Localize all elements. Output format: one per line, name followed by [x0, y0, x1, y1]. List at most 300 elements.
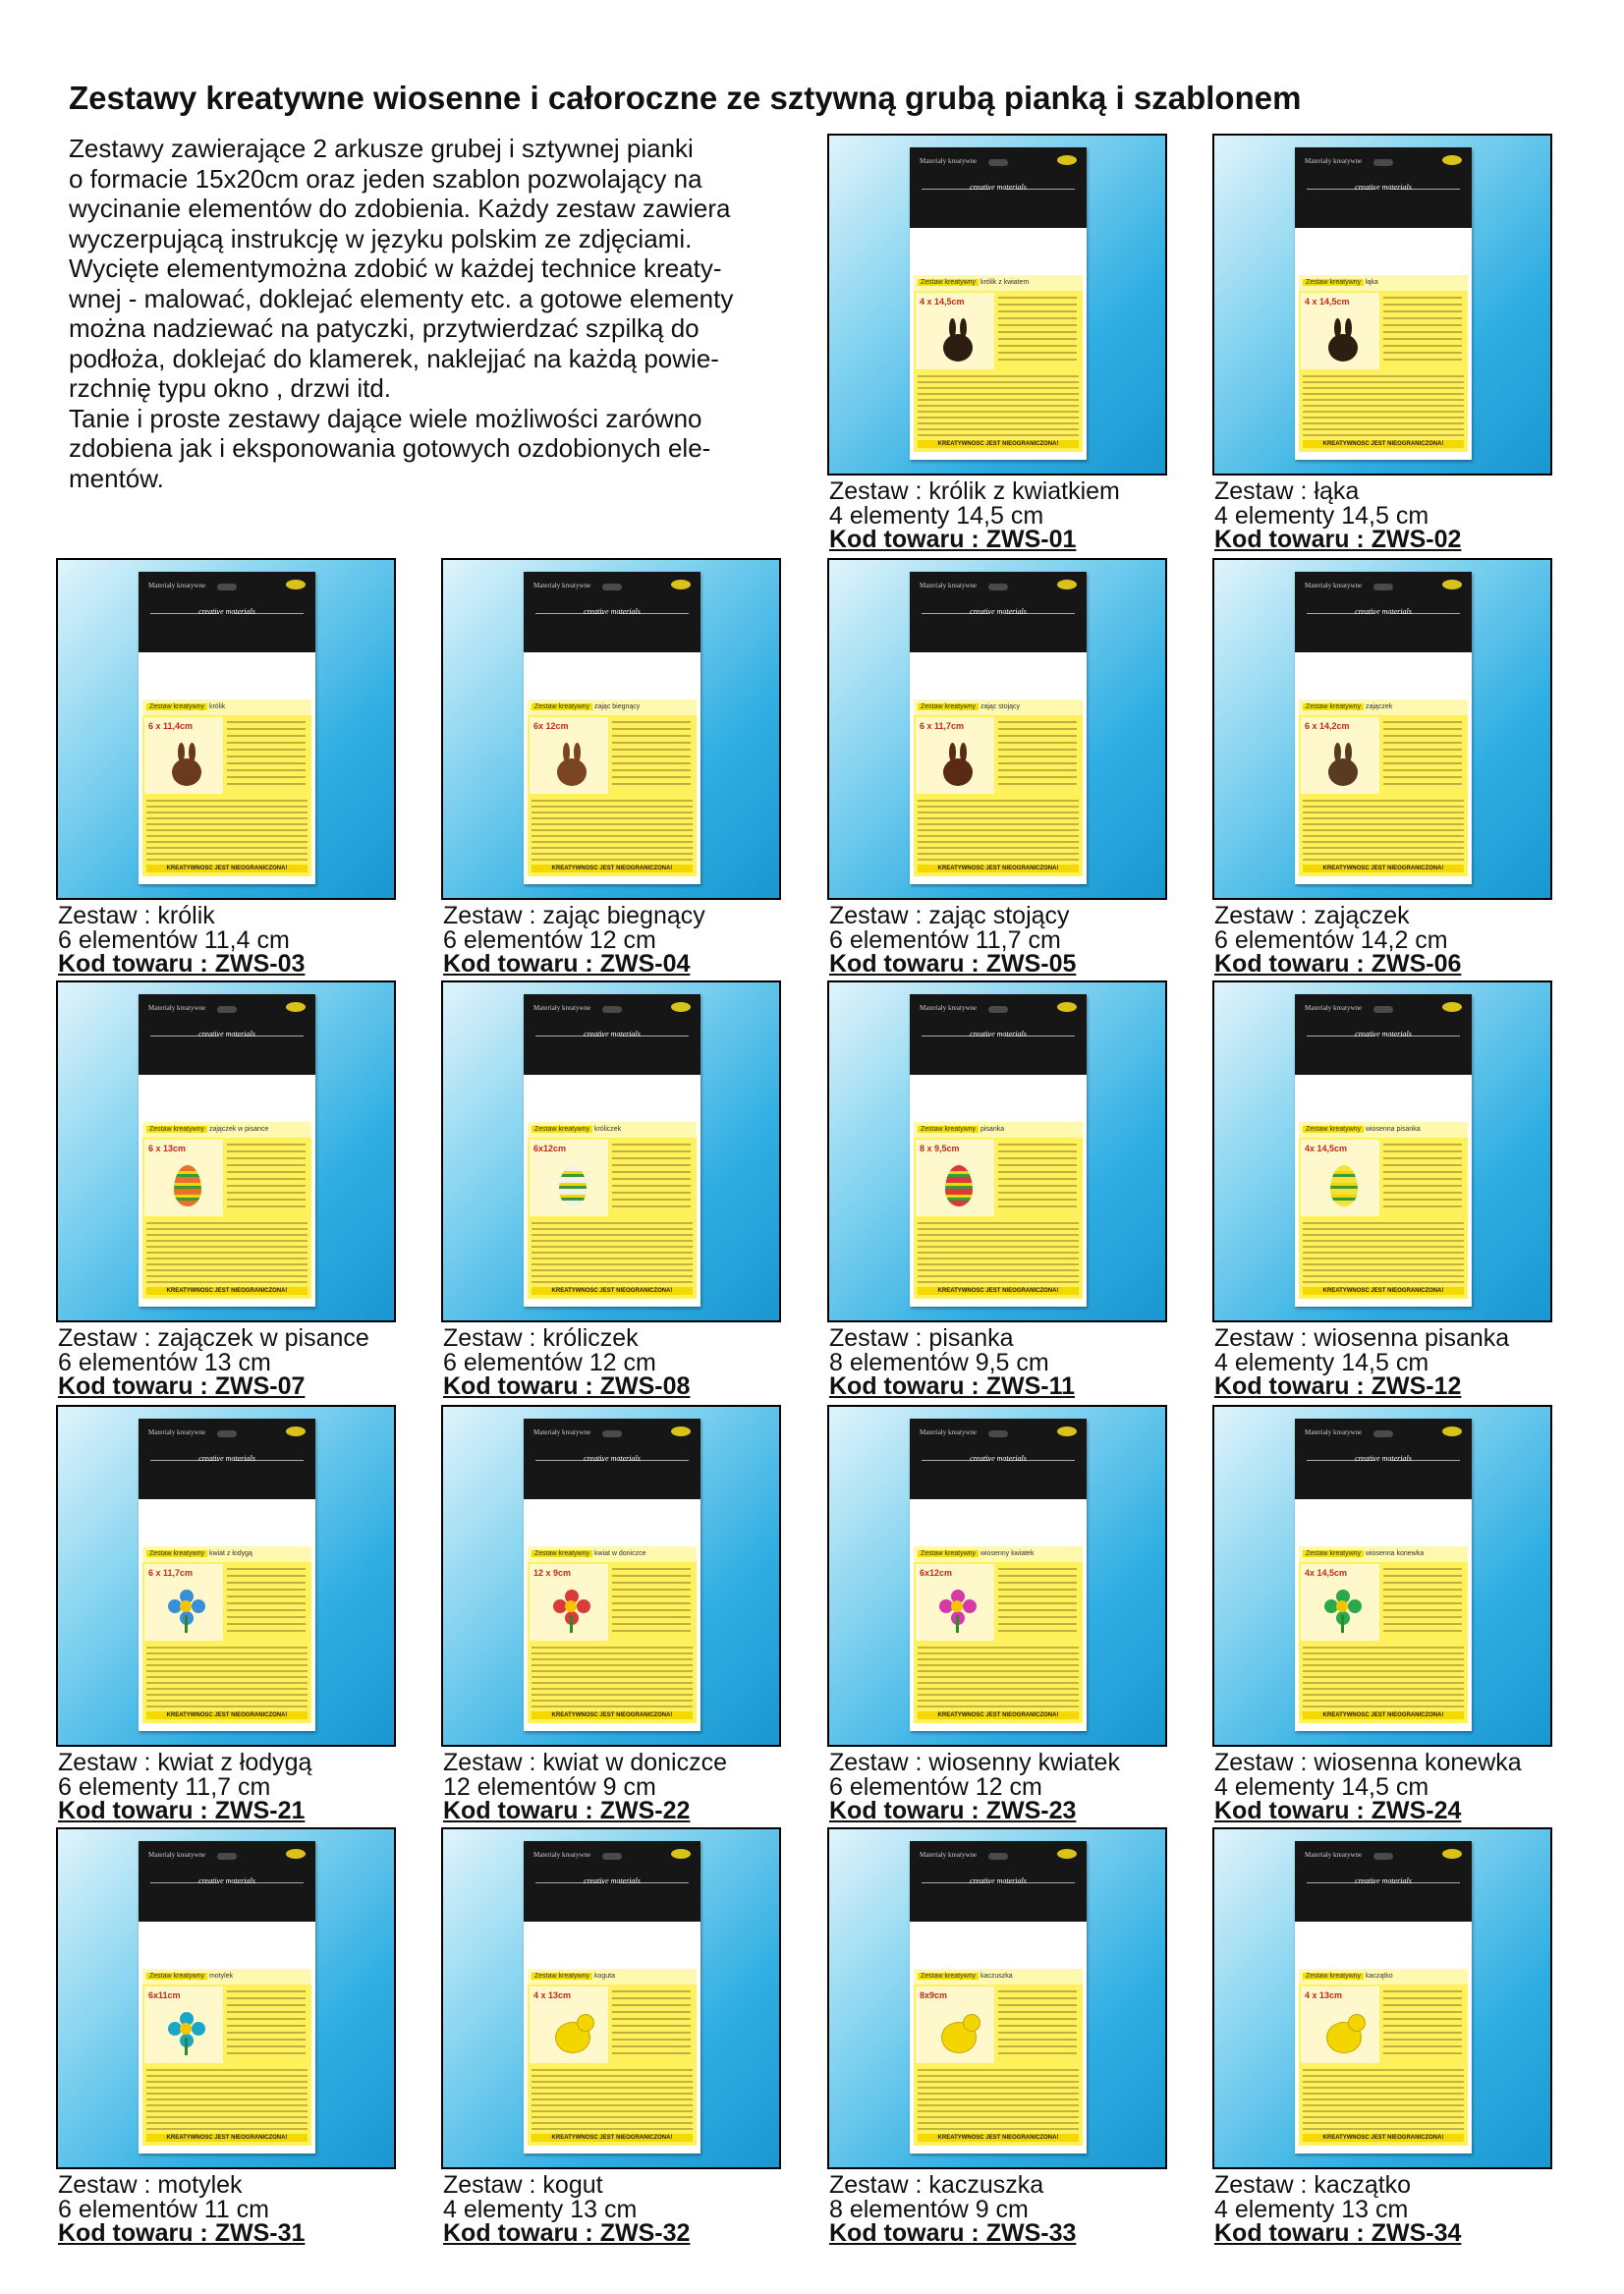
- card-footer-slogan: KREATYWNOŚĆ JEST NIEOGRANICZONA!: [146, 1287, 308, 1295]
- instruction-text-line: [998, 721, 1077, 723]
- package-brand: Materiały kreatywne: [1305, 1851, 1363, 1859]
- instruction-text-line: [532, 1694, 693, 1696]
- card-footer-slogan: KREATYWNOŚĆ JEST NIEOGRANICZONA!: [1303, 2134, 1464, 2142]
- card-dimensions: 6 x 11,7cm: [920, 721, 965, 731]
- instruction-card: [142, 1546, 311, 1723]
- instruction-text-line: [1303, 1246, 1464, 1248]
- hang-hole: [1373, 1853, 1393, 1860]
- instruction-text-line: [532, 1676, 693, 1678]
- instruction-text-line: [612, 769, 691, 771]
- product-caption: [1214, 1326, 1552, 1399]
- instruction-card: [142, 1969, 311, 2146]
- instruction-text-line: [227, 1582, 306, 1584]
- instruction-text-line: [146, 1647, 308, 1649]
- instruction-text-line: [1383, 1192, 1462, 1194]
- instruction-text-line: [146, 1228, 308, 1230]
- instruction-text-line: [146, 1222, 308, 1224]
- instruction-text-line: [146, 2069, 308, 2071]
- product-description: 12 elementów 9 cm: [443, 1772, 656, 1801]
- instruction-text-line: [998, 1157, 1077, 1159]
- product-package: [1295, 572, 1472, 884]
- package-brand: Materiały kreatywne: [1305, 1428, 1363, 1436]
- card-name: wiosenna konewka: [1364, 1550, 1425, 1557]
- package-material-label: creative materials: [1355, 183, 1412, 192]
- product-card: [1212, 1827, 1552, 2246]
- product-photo: [56, 1827, 396, 2169]
- instruction-text-line: [532, 2128, 693, 2130]
- instruction-text-line: [918, 835, 1079, 837]
- instruction-text-line: [1303, 1228, 1464, 1230]
- package-material-label: creative materials: [1355, 1876, 1412, 1885]
- instruction-text-line: [146, 2087, 308, 2089]
- instruction-text-line: [998, 331, 1077, 333]
- instruction-text-line: [1383, 1568, 1462, 1570]
- product-photo: [1212, 980, 1552, 1322]
- product-description: 6 elementy 11,7 cm: [58, 1772, 271, 1801]
- instruction-text-line: [146, 2093, 308, 2095]
- card-name: zając biegnący: [592, 703, 641, 710]
- card-footer-slogan: KREATYWNOŚĆ JEST NIEOGRANICZONA!: [146, 865, 308, 872]
- instruction-text-line: [918, 1647, 1079, 1649]
- instruction-text-line: [227, 1609, 306, 1611]
- product-photo: [827, 558, 1167, 900]
- product-caption: [829, 2173, 1167, 2246]
- instruction-text-line: [532, 1688, 693, 1690]
- instruction-text-line: [146, 811, 308, 813]
- instruction-text-line: [1383, 2004, 1462, 2006]
- product-photo: [1212, 1405, 1552, 1747]
- seal-icon: [1057, 1849, 1077, 1859]
- instruction-text-line: [918, 417, 1079, 419]
- seal-icon: [671, 1849, 691, 1859]
- product-description: 4 elementy 14,5 cm: [829, 501, 1044, 530]
- instruction-text-line: [532, 835, 693, 837]
- egg-illustration: [547, 1165, 596, 1208]
- instruction-text-line: [998, 1582, 1077, 1584]
- instruction-text-line: [918, 2098, 1079, 2100]
- instruction-text-line: [612, 1199, 691, 1201]
- card-prefix: Zestaw kreatywny: [146, 1126, 207, 1133]
- instruction-text-line: [1383, 1164, 1462, 1166]
- instruction-text-line: [532, 829, 693, 831]
- instruction-text-line: [918, 2087, 1079, 2089]
- package-material-label: creative materials: [584, 607, 641, 616]
- instruction-text-line: [612, 2045, 691, 2047]
- instruction-card: [528, 1122, 697, 1299]
- instruction-text-line: [998, 2045, 1077, 2047]
- card-name: królik: [207, 703, 226, 710]
- instruction-text-line: [532, 2075, 693, 2077]
- package-brand: Materiały kreatywne: [920, 582, 978, 589]
- intro-line: wnej - malować, doklejać elementy etc. a gotowe elementy: [69, 283, 734, 313]
- instruction-text-line: [1303, 859, 1464, 861]
- instruction-card: [1299, 1546, 1468, 1723]
- instruction-text-line: [532, 2110, 693, 2112]
- card-footer-slogan: KREATYWNOŚĆ JEST NIEOGRANICZONA!: [146, 1711, 308, 1719]
- instruction-text-line: [612, 742, 691, 744]
- instruction-text-line: [998, 1199, 1077, 1201]
- product-description: 6 elementów 11,4 cm: [58, 925, 290, 954]
- instruction-text-line: [612, 1997, 691, 1999]
- instruction-text-line: [227, 1568, 306, 1570]
- instruction-text-line: [532, 2081, 693, 2083]
- product-caption: [58, 1326, 396, 1399]
- seal-icon: [671, 580, 691, 589]
- instruction-text-line: [146, 1652, 308, 1654]
- card-prefix: Zestaw kreatywny: [918, 1126, 979, 1133]
- instruction-card: [914, 1546, 1083, 1723]
- card-illustration-box: [1301, 1564, 1379, 1641]
- instruction-text-line: [998, 1602, 1077, 1604]
- instruction-text-line: [1383, 297, 1462, 299]
- card-footer-slogan: KREATYWNOŚĆ JEST NIEOGRANICZONA!: [1303, 440, 1464, 448]
- product-description: 4 elementy 14,5 cm: [1214, 1772, 1429, 1801]
- instruction-text-line: [1303, 405, 1464, 407]
- instruction-text-line: [532, 1647, 693, 1649]
- instruction-text-line: [1303, 1647, 1464, 1649]
- instruction-text-line: [532, 2116, 693, 2118]
- instruction-text-line: [227, 1575, 306, 1577]
- instruction-text-line: [998, 2018, 1077, 2020]
- instruction-text-line: [1303, 2098, 1464, 2100]
- instruction-text-line: [532, 1664, 693, 1666]
- instruction-text-line: [1303, 829, 1464, 831]
- intro-line: zdobiena jak i eksponowania gotowych ozdobionych ele-: [69, 433, 711, 463]
- card-footer-slogan: KREATYWNOŚĆ JEST NIEOGRANICZONA!: [918, 1711, 1079, 1719]
- instruction-text-line: [1303, 1275, 1464, 1277]
- product-name: Zestaw : kwiat z łodygą: [58, 1749, 312, 1776]
- instruction-text-line: [998, 1205, 1077, 1207]
- product-name: Zestaw : zając stojący: [829, 902, 1070, 929]
- package-brand: Materiały kreatywne: [1305, 1004, 1363, 1012]
- bunny-illustration: [1318, 743, 1368, 786]
- instruction-text-line: [918, 817, 1079, 819]
- package-header: [910, 1419, 1087, 1499]
- package-header: [139, 1841, 315, 1922]
- card-dimensions: 8x9cm: [920, 1990, 948, 2000]
- instruction-text-line: [612, 2004, 691, 2006]
- instruction-text-line: [612, 2011, 691, 2013]
- instruction-text-line: [998, 345, 1077, 347]
- package-brand: Materiały kreatywne: [920, 1851, 978, 1859]
- instruction-text-line: [1303, 800, 1464, 802]
- product-code: Kod towaru : ZWS-07: [58, 1372, 306, 1400]
- product-photo: [827, 1827, 1167, 2169]
- product-package: [524, 572, 700, 884]
- instruction-text-line: [998, 297, 1077, 299]
- card-footer-slogan: KREATYWNOŚĆ JEST NIEOGRANICZONA!: [532, 865, 693, 872]
- package-header: [910, 1841, 1087, 1922]
- instruction-text-line: [612, 1171, 691, 1173]
- egg-illustration: [933, 1165, 982, 1208]
- package-material-label: creative materials: [584, 1454, 641, 1463]
- instruction-text-line: [146, 841, 308, 843]
- product-card: [1212, 558, 1552, 977]
- product-card: [56, 980, 396, 1399]
- instruction-text-line: [998, 2004, 1077, 2006]
- card-illustration-box: [144, 1564, 223, 1641]
- product-code: Kod towaru : ZWS-21: [58, 1797, 306, 1824]
- instruction-text-line: [227, 735, 306, 737]
- instruction-text-line: [532, 1706, 693, 1707]
- card-illustration-box: [144, 1140, 223, 1216]
- instruction-text-line: [227, 2032, 306, 2034]
- product-package: [139, 1419, 315, 1731]
- card-prefix: Zestaw kreatywny: [146, 703, 207, 710]
- product-package: [1295, 1419, 1472, 1731]
- intro-line: Wycięte elementymożna zdobić w każdej technice kreaty-: [69, 253, 722, 283]
- product-description: 4 elementy 14,5 cm: [1214, 1348, 1429, 1376]
- instruction-text-line: [532, 806, 693, 808]
- product-code: Kod towaru : ZWS-24: [1214, 1797, 1462, 1824]
- product-package: [910, 1419, 1087, 1731]
- product-package: [524, 1841, 700, 2154]
- instruction-text-line: [146, 1700, 308, 1702]
- instruction-text-line: [918, 1228, 1079, 1230]
- instruction-text-line: [1383, 324, 1462, 326]
- intro-line: można nadziewać na patyczki, przytwierdzać szpilką do: [69, 313, 700, 343]
- card-prefix: Zestaw kreatywny: [1303, 703, 1364, 710]
- instruction-text-line: [918, 806, 1079, 808]
- instruction-text-line: [918, 811, 1079, 813]
- card-title: [914, 1122, 1083, 1138]
- bird-illustration: [1318, 2012, 1368, 2055]
- hang-hole: [988, 1430, 1008, 1437]
- hang-hole: [217, 1006, 237, 1013]
- product-code: Kod towaru : ZWS-12: [1214, 1372, 1462, 1400]
- product-code: Kod towaru : ZWS-23: [829, 1797, 1077, 1824]
- instruction-text-line: [998, 783, 1077, 785]
- instruction-text-line: [998, 1616, 1077, 1618]
- instruction-text-line: [918, 393, 1079, 395]
- instruction-text-line: [532, 1670, 693, 1672]
- product-package: [910, 572, 1087, 884]
- product-card: [827, 1827, 1167, 2246]
- instruction-text-line: [918, 381, 1079, 383]
- product-code: Kod towaru : ZWS-02: [1214, 526, 1462, 553]
- instruction-text-line: [998, 1178, 1077, 1180]
- instruction-text-line: [998, 1192, 1077, 1194]
- instruction-text-line: [918, 2110, 1079, 2112]
- instruction-text-line: [612, 2052, 691, 2054]
- product-package: [139, 994, 315, 1307]
- package-header: [139, 572, 315, 652]
- product-name: Zestaw : wiosenna pisanka: [1214, 1324, 1510, 1352]
- instruction-text-line: [1383, 1582, 1462, 1584]
- instruction-text-line: [612, 1568, 691, 1570]
- instruction-text-line: [1383, 2045, 1462, 2047]
- instruction-text-line: [918, 399, 1079, 401]
- instruction-text-line: [998, 1164, 1077, 1166]
- instruction-text-line: [1303, 393, 1464, 395]
- instruction-text-line: [146, 800, 308, 802]
- instruction-text-line: [918, 1700, 1079, 1702]
- instruction-text-line: [918, 1652, 1079, 1654]
- instruction-text-line: [1303, 1658, 1464, 1660]
- instruction-text-line: [918, 375, 1079, 377]
- instruction-text-line: [612, 721, 691, 723]
- seal-icon: [1057, 580, 1077, 589]
- package-header: [524, 1841, 700, 1922]
- egg-illustration: [162, 1165, 211, 1208]
- instruction-text-line: [918, 2116, 1079, 2118]
- instruction-text-line: [532, 1275, 693, 1277]
- product-code: Kod towaru : ZWS-31: [58, 2219, 306, 2247]
- product-caption: [443, 2173, 781, 2246]
- card-name: kwiat w doniczce: [592, 1550, 646, 1557]
- instruction-text-line: [1303, 2110, 1464, 2112]
- card-name: kwiat z łodygą: [207, 1550, 252, 1557]
- instruction-text-line: [146, 1676, 308, 1678]
- product-name: Zestaw : królik: [58, 902, 215, 929]
- product-name: Zestaw : kogut: [443, 2171, 603, 2199]
- instruction-text-line: [532, 1240, 693, 1242]
- instruction-text-line: [1303, 853, 1464, 855]
- package-material-label: creative materials: [1355, 1454, 1412, 1463]
- instruction-text-line: [146, 1658, 308, 1660]
- package-header: [1295, 1419, 1472, 1499]
- package-brand: Materiały kreatywne: [920, 157, 978, 165]
- instruction-text-line: [146, 1234, 308, 1236]
- instruction-text-line: [146, 2116, 308, 2118]
- instruction-text-line: [998, 1150, 1077, 1152]
- instruction-text-line: [1303, 847, 1464, 849]
- instruction-text-line: [532, 1246, 693, 1248]
- card-dimensions: 6 x 13cm: [148, 1144, 187, 1153]
- product-photo: [827, 1405, 1167, 1747]
- instruction-text-line: [1383, 1616, 1462, 1618]
- instruction-text-line: [227, 1623, 306, 1625]
- instruction-text-line: [1303, 1281, 1464, 1283]
- package-header: [910, 994, 1087, 1075]
- instruction-text-line: [998, 1568, 1077, 1570]
- instruction-text-line: [532, 1258, 693, 1259]
- instruction-text-line: [227, 721, 306, 723]
- product-code: Kod towaru : ZWS-05: [829, 950, 1077, 978]
- package-material-label: creative materials: [198, 1876, 255, 1885]
- instruction-text-line: [1383, 1150, 1462, 1152]
- package-header: [139, 1419, 315, 1499]
- product-caption: [58, 2173, 396, 2246]
- instruction-text-line: [532, 841, 693, 843]
- instruction-text-line: [918, 2128, 1079, 2130]
- card-name: kaczuszka: [979, 1973, 1013, 1980]
- instruction-text-line: [1303, 806, 1464, 808]
- card-name: zajączek w pisance: [207, 1126, 269, 1133]
- hang-hole: [1373, 1006, 1393, 1013]
- product-caption: [443, 1751, 781, 1823]
- instruction-text-line: [227, 2011, 306, 2013]
- product-code: Kod towaru : ZWS-08: [443, 1372, 691, 1400]
- seal-icon: [286, 1427, 306, 1436]
- product-package: [524, 994, 700, 1307]
- instruction-text-line: [146, 817, 308, 819]
- card-illustration-box: [530, 717, 608, 794]
- instruction-text-line: [918, 847, 1079, 849]
- instruction-text-line: [918, 1670, 1079, 1672]
- product-card: [1212, 980, 1552, 1399]
- instruction-text-line: [998, 359, 1077, 361]
- instruction-card: [914, 1969, 1083, 2146]
- instruction-text-line: [1383, 742, 1462, 744]
- card-prefix: Zestaw kreatywny: [1303, 279, 1364, 286]
- instruction-text-line: [146, 1682, 308, 1684]
- instruction-text-line: [1303, 2087, 1464, 2089]
- card-prefix: Zestaw kreatywny: [1303, 1126, 1364, 1133]
- card-footer-slogan: KREATYWNOŚĆ JEST NIEOGRANICZONA!: [146, 2134, 308, 2142]
- card-footer-slogan: KREATYWNOŚĆ JEST NIEOGRANICZONA!: [532, 2134, 693, 2142]
- instruction-text-line: [998, 1575, 1077, 1577]
- instruction-text-line: [532, 1658, 693, 1660]
- instruction-text-line: [1303, 2069, 1464, 2071]
- product-caption: [829, 1751, 1167, 1823]
- instruction-text-line: [612, 2018, 691, 2020]
- instruction-text-line: [1383, 749, 1462, 751]
- intro-line: Tanie i proste zestawy dające wiele możliwości zarówno: [69, 403, 702, 433]
- seal-icon: [286, 1849, 306, 1859]
- instruction-text-line: [612, 1602, 691, 1604]
- product-code: Kod towaru : ZWS-33: [829, 2219, 1077, 2247]
- instruction-card: [528, 699, 697, 876]
- card-name: wiosenny kwiatek: [979, 1550, 1035, 1557]
- instruction-text-line: [612, 1192, 691, 1194]
- instruction-text-line: [1303, 417, 1464, 419]
- product-card: [441, 1827, 781, 2246]
- instruction-text-line: [918, 1694, 1079, 1696]
- instruction-text-line: [1383, 1595, 1462, 1597]
- instruction-text-line: [1383, 755, 1462, 757]
- instruction-text-line: [612, 1144, 691, 1146]
- product-description: 6 elementów 13 cm: [58, 1348, 271, 1376]
- instruction-text-line: [1303, 1694, 1464, 1696]
- instruction-text-line: [998, 338, 1077, 340]
- instruction-text-line: [998, 2025, 1077, 2027]
- seal-icon: [671, 1427, 691, 1436]
- instruction-text-line: [612, 1990, 691, 1992]
- instruction-text-line: [227, 1192, 306, 1194]
- instruction-text-line: [227, 1164, 306, 1166]
- instruction-text-line: [1303, 811, 1464, 813]
- instruction-text-line: [998, 776, 1077, 778]
- instruction-text-line: [1303, 2075, 1464, 2077]
- product-photo: [1212, 1827, 1552, 2169]
- package-material-label: creative materials: [1355, 607, 1412, 616]
- product-code: Kod towaru : ZWS-34: [1214, 2219, 1462, 2247]
- instruction-text-line: [918, 422, 1079, 424]
- product-name: Zestaw : zajączek: [1214, 902, 1410, 929]
- instruction-text-line: [1303, 381, 1464, 383]
- instruction-text-line: [227, 2004, 306, 2006]
- package-brand: Materiały kreatywne: [148, 582, 206, 589]
- seal-icon: [1442, 155, 1462, 165]
- instruction-card: [1299, 699, 1468, 876]
- bird-illustration: [933, 2012, 982, 2055]
- card-prefix: Zestaw kreatywny: [1303, 1973, 1364, 1980]
- card-illustration-box: [916, 717, 994, 794]
- card-illustration-box: [1301, 717, 1379, 794]
- package-header: [139, 994, 315, 1075]
- card-illustration-box: [144, 1986, 223, 2063]
- card-name: królik z kwiatem: [979, 279, 1030, 286]
- product-name: Zestaw : kaczątko: [1214, 2171, 1412, 2199]
- instruction-text-line: [532, 1269, 693, 1271]
- instruction-text-line: [612, 1595, 691, 1597]
- instruction-text-line: [918, 1258, 1079, 1259]
- package-material-label: creative materials: [198, 607, 255, 616]
- instruction-text-line: [1303, 835, 1464, 837]
- instruction-text-line: [1383, 2025, 1462, 2027]
- instruction-text-line: [1383, 1602, 1462, 1604]
